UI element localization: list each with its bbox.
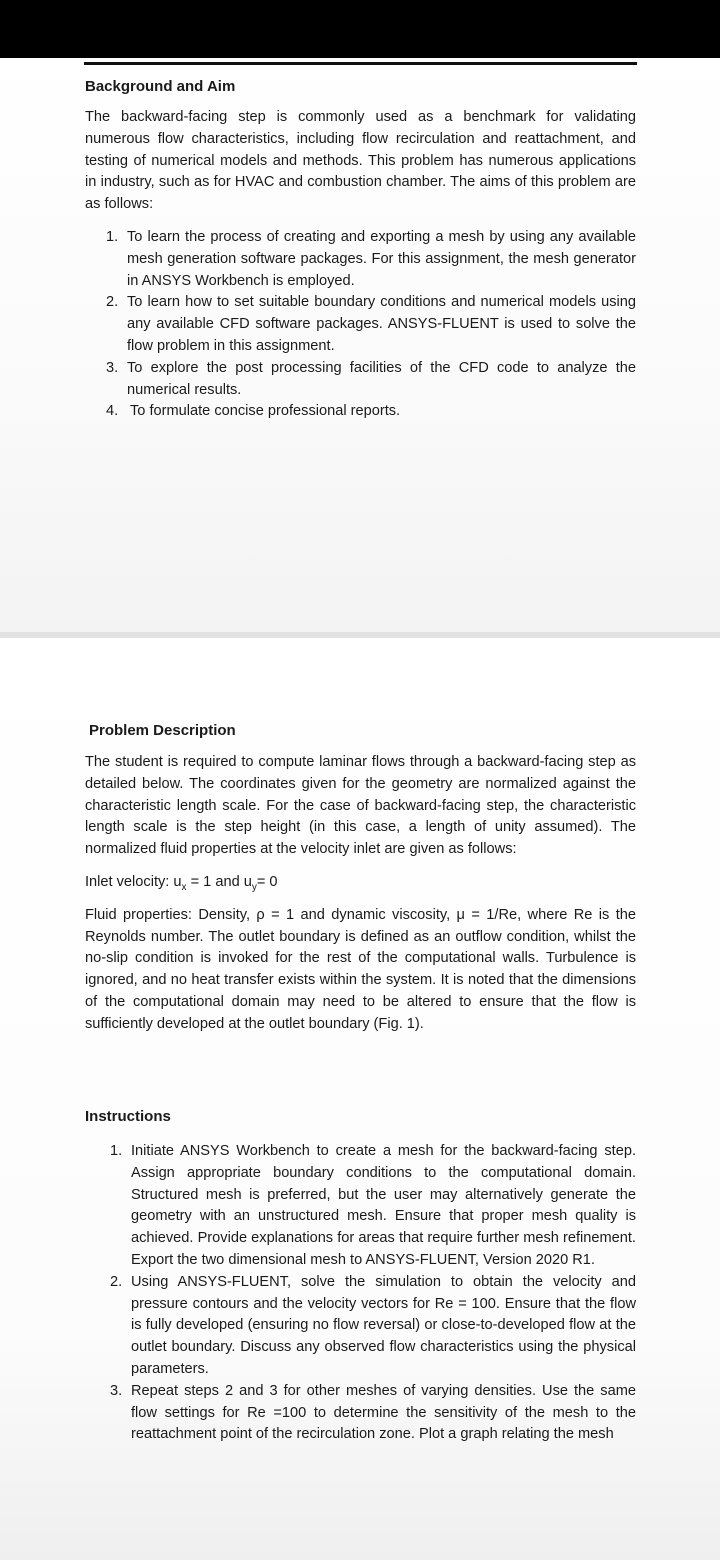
aim-item-1: 1. To learn the process of creating and exporting a mesh by using any available mesh generation software packages. For this assignment, the mesh generator in ANSYS Workbench is employed.: [106, 228, 636, 289]
instruction-item-1: 1. Initiate ANSYS Workbench to create a mesh for the backward-facing step. Assign appropriate boundary conditions to the computational domain. Structured mesh is preferred, but the user may alternatively generate the geometry with an unstructured mesh. Ensure that proper mesh quality is achieved. Provide explanations for areas that require further mesh refinement. Export the two dimensional mesh to ANSYS-FLUENT, Version 2020 R1.: [110, 1143, 636, 1268]
top-status-bar: [0, 0, 720, 58]
aims-list: [106, 227, 636, 423]
instructions-section: [85, 1107, 636, 1446]
header-rule: [84, 62, 637, 65]
background-section: [85, 77, 636, 423]
instructions-list: [110, 1141, 636, 1446]
problem-paragraph: The student is required to compute laminar flows through a backward-facing step as detailed below. The coordinates given for the geometry are normalized against the characteristic length scale. For the case of backward-facing step, the characteristic length scale is the step height (in this case, a length of unity assumed). The normalized fluid properties at the velocity inlet are given as follows:: [85, 754, 636, 858]
inlet-velocity-line: Inlet velocity: $u_x = 1$ and $u_y= 0$: [85, 873, 278, 893]
aim-item-3: 3. To explore the post processing facilities of the CFD code to analyze the numerical results.: [106, 359, 636, 398]
fluid-properties-paragraph: Fluid properties: Density, ρ = 1 and dynamic viscosity, μ = 1/Re, where Re is the Reynolds number. The outlet boundary is defined as an outflow condition, whilst the no-slip condition is invoked for the rest of the computational walls. Turbulence is ignored, and no heat transfer exists within the system. It is noted that the dimensions of the computational domain may need to be altered to ensure that the flow is sufficiently developed at the outlet boundary (Fig. 1).: [85, 906, 636, 1032]
aim-item-2: 2. To learn how to set suitable boundary conditions and numerical models using any available CFD software packages. ANSYS-FLUENT is used to solve the flow problem in this assignment.: [106, 294, 636, 354]
background-heading: Background and Aim: [85, 78, 236, 95]
aim-item-4: 4. To formulate concise professional reports.: [106, 403, 401, 420]
instructions-heading: Instructions: [85, 1108, 171, 1125]
background-paragraph: The backward-facing step is commonly used as a benchmark for validating numerous flow characteristics, including flow recirculation and reattachment, and testing of numerical models and methods. This problem has numerous applications in industry, such as for HVAC and combustion chamber. The aims of this problem are as follows:: [85, 109, 636, 213]
problem-heading: Problem Description: [89, 722, 236, 739]
instruction-item-3: 3. Repeat steps 2 and 3 for other meshes of varying densities. Use the same flow settings for Re =100 to determine the sensitivity of the mesh to the reattachment point of the recirculation zone. Plot a graph relating the mesh: [110, 1382, 636, 1443]
instruction-item-2: 2. Using ANSYS-FLUENT, solve the simulation to obtain the velocity and pressure contours and the velocity vectors for Re = 100. Ensure that the flow is fully developed (ensuring no flow reversal) or close-to-developed flow at the outlet boundary. Discuss any observed flow characteristics using the physical parameters.: [110, 1273, 636, 1377]
problem-section: [85, 721, 636, 1036]
